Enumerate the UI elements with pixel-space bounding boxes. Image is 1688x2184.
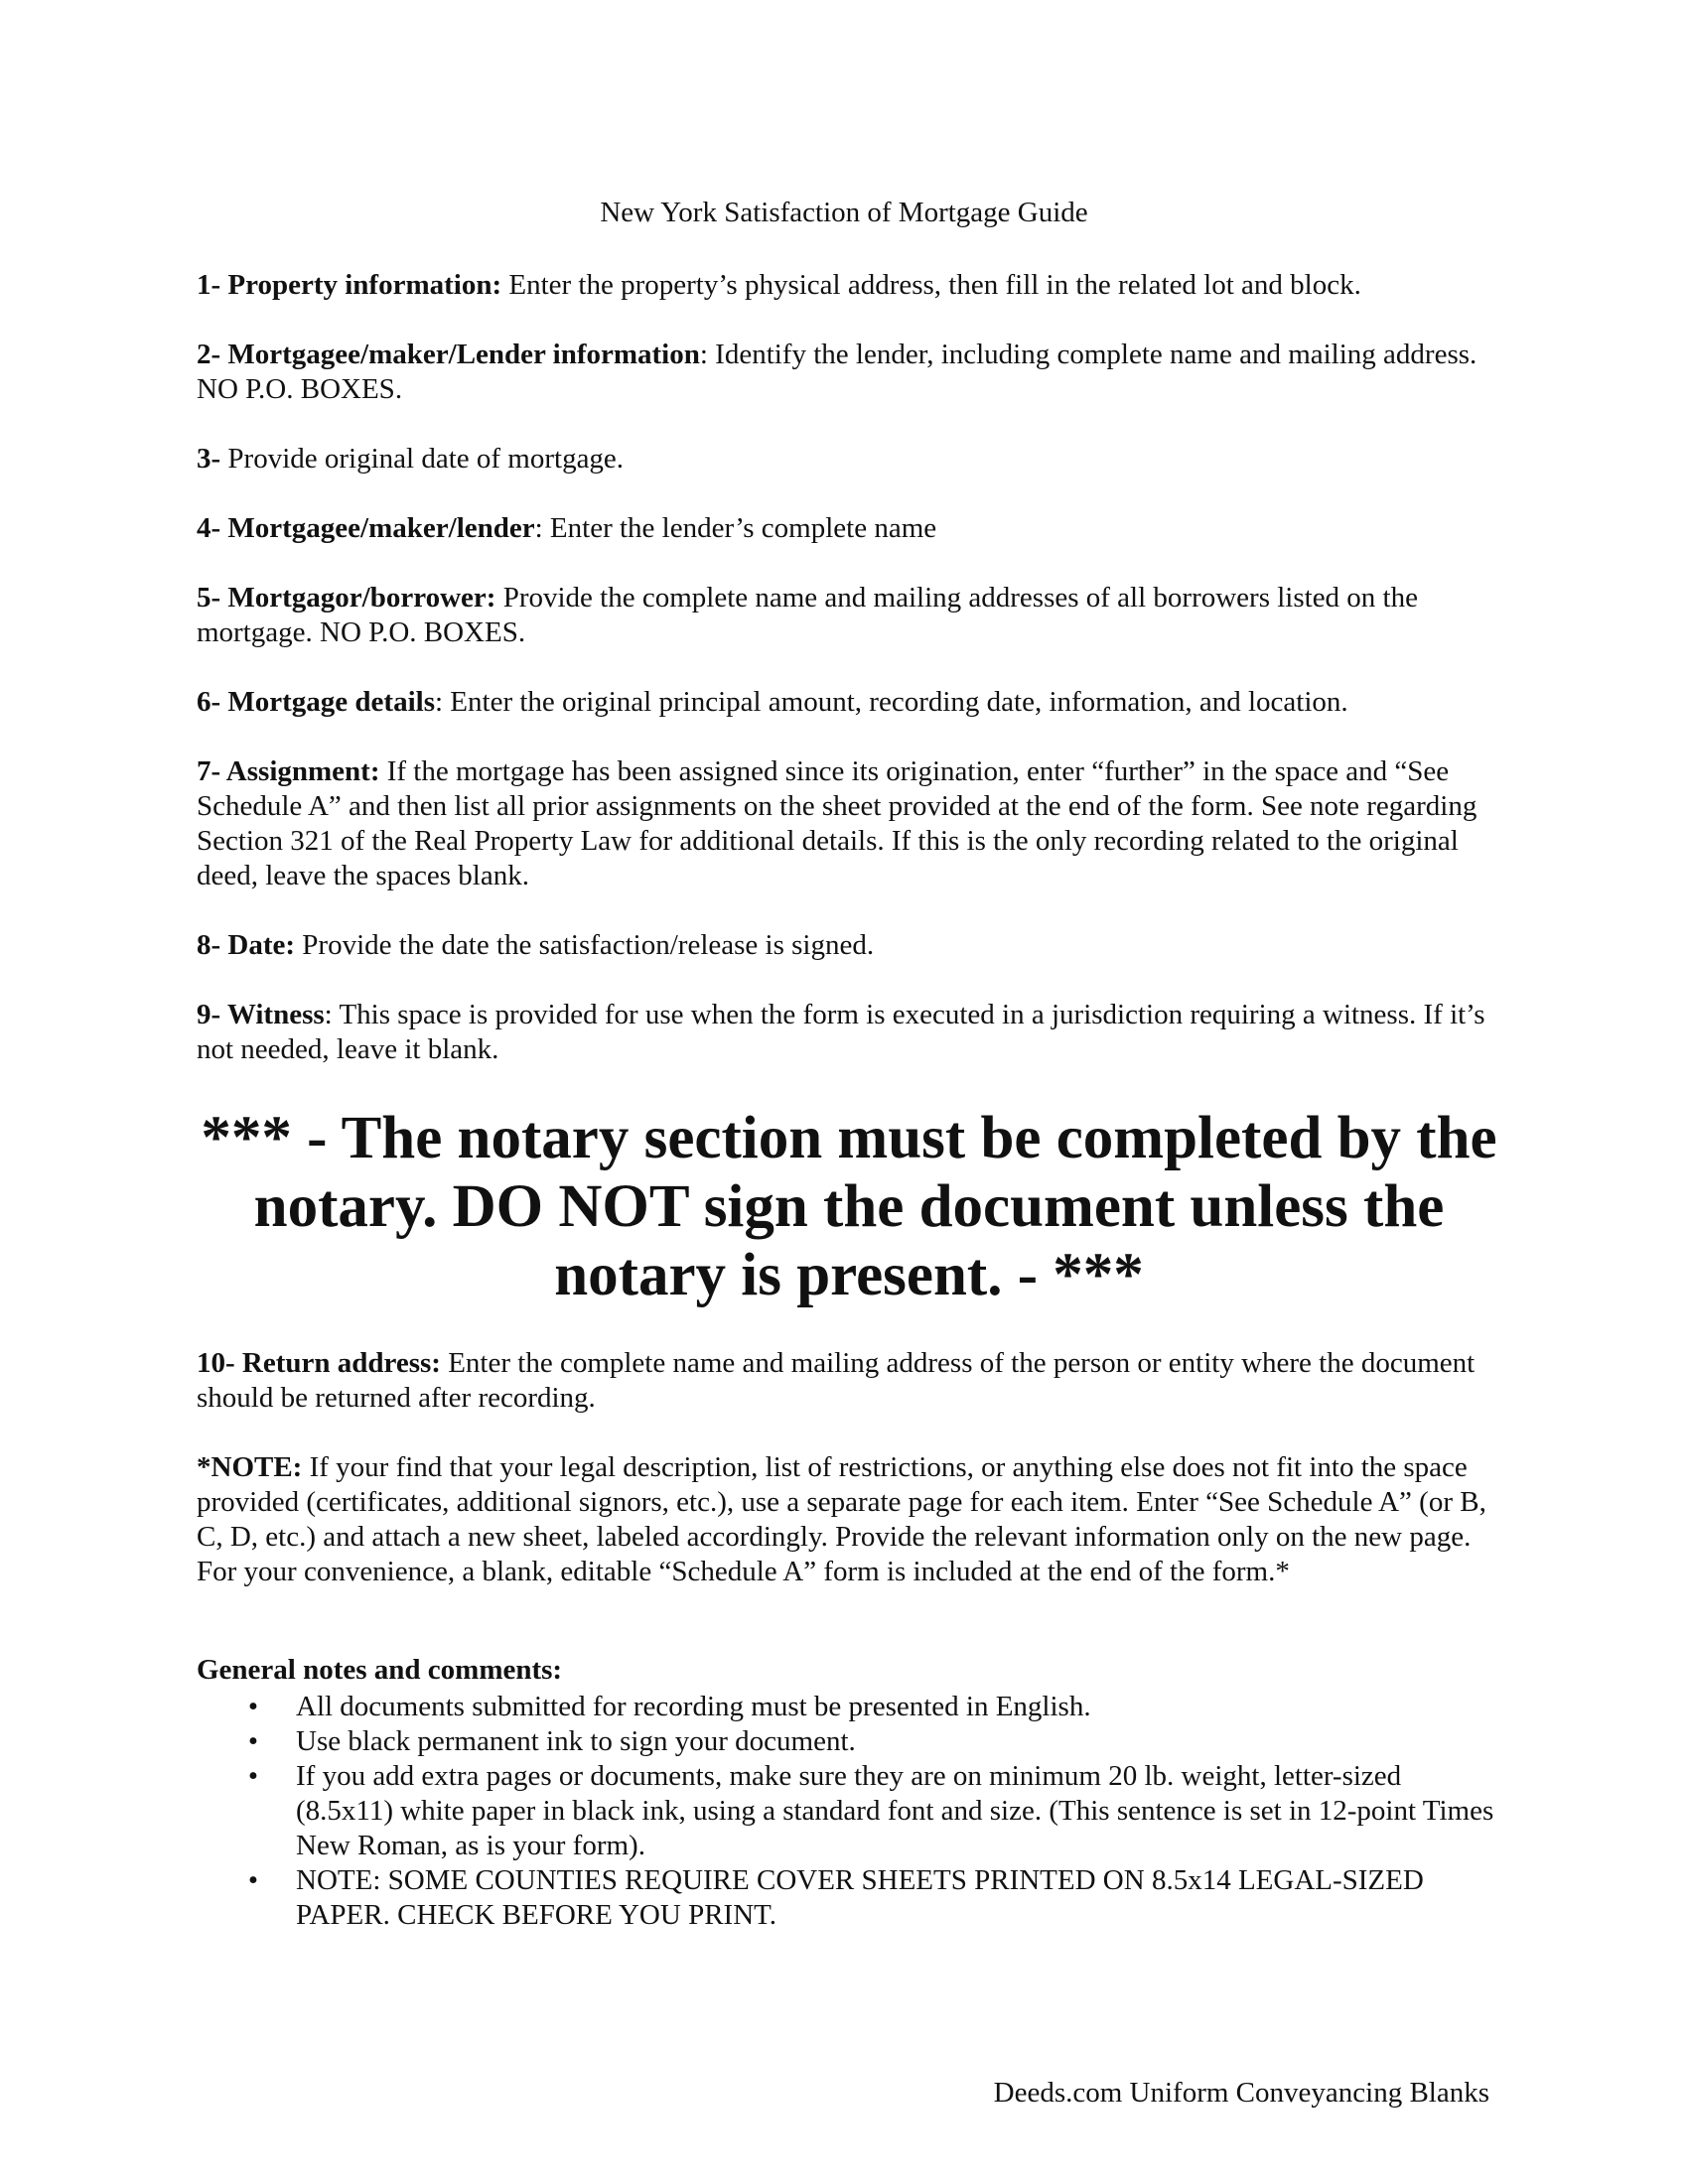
page-footer: Deeds.com Uniform Conveyancing Blanks: [993, 2077, 1489, 2109]
item-mortgagor-borrower: [197, 581, 1497, 650]
item-text: Provide original date of mortgage.: [220, 443, 625, 475]
item-label: 1- Property information:: [197, 269, 502, 301]
list-item: [197, 1759, 1497, 1863]
general-notes-list: [197, 1690, 1497, 1933]
general-notes-heading: General notes and comments:: [197, 1654, 563, 1686]
bullet-icon: •: [247, 1760, 259, 1792]
bullet-icon: •: [247, 1691, 259, 1722]
item-text: : Identify the lender, including complete name and mailing address. NO P.O. BOXES.: [197, 339, 1477, 405]
item-text: : Enter the lender’s complete name: [534, 512, 937, 544]
item-witness: [197, 998, 1497, 1067]
list-item-text: Use black permanent ink to sign your document.: [296, 1725, 856, 1757]
list-item-text: All documents submitted for recording must be presented in English.: [296, 1691, 1091, 1722]
item-label: 6- Mortgage details: [197, 686, 435, 718]
item-text: Provide the complete name and mailing addresses of all borrowers listed on the mortgage. NO P.O. BOXES.: [197, 582, 1418, 648]
schedule-note: [197, 1450, 1497, 1589]
bullet-icon: •: [247, 1725, 259, 1757]
item-text: If the mortgage has been assigned since its origination, enter “further” in the space and “See Schedule A” and then list all prior assignments on the sheet provided at the end of the form. See note regarding Section 321 of the Real Property Law for additional details. If this is the only recording related to the original deed, leave the spaces blank.: [197, 755, 1477, 891]
list-item: [197, 1724, 1497, 1759]
note-text: If your find that your legal description, list of restrictions, or anything else does not fit into the space provided (certificates, additional signors, etc.), use a separate page for each item. Enter “See Schedule A” (or B, C, D, etc.) and attach a new sheet, labeled accordingly. Provide the relevant information only on the new page. For your convenience, a blank, editable “Schedule A” form is included at the end of the form.*: [197, 1451, 1486, 1587]
item-label: 8- Date:: [197, 929, 296, 961]
item-original-date: [197, 442, 1497, 477]
item-label: 10- Return address:: [197, 1347, 441, 1379]
item-property-information: [197, 268, 1497, 303]
item-label: 4- Mortgagee/maker/lender: [197, 512, 535, 544]
list-item-text: NOTE: SOME COUNTIES REQUIRE COVER SHEETS PRINTED ON 8.5x14 LEGAL-SIZED PAPER. CHECK BEFORE YOU PRINT.: [296, 1864, 1424, 1931]
item-text: : Enter the original principal amount, recording date, information, and location.: [435, 686, 1348, 718]
item-return-address: [197, 1346, 1497, 1416]
item-label: 9- Witness: [197, 999, 325, 1030]
item-text: Provide the date the satisfaction/release is signed.: [295, 929, 875, 961]
item-text: Enter the complete name and mailing address of the person or entity where the document should be returned after recording.: [197, 1347, 1476, 1414]
item-label: 2- Mortgagee/maker/Lender information: [197, 339, 700, 370]
notary-warning: *** - The notary section must be completed by the notary. DO NOT sign the document unless the notary is present. - ***: [201, 1105, 1497, 1308]
note-label: *NOTE:: [197, 1451, 303, 1483]
item-assignment: [197, 754, 1497, 893]
item-mortgagee-information: [197, 338, 1497, 407]
item-text: : This space is provided for use when the form is executed in a jurisdiction requiring a witness. If it’s not needed, leave it blank.: [197, 999, 1485, 1065]
item-mortgage-details: [197, 685, 1497, 720]
item-label: 5- Mortgagor/borrower:: [197, 582, 496, 614]
list-item-text: If you add extra pages or documents, make sure they are on minimum 20 lb. weight, letter-sized (8.5x11) white paper in black ink, using a standard font and size. (This sentence is set in 12-point Times New Roman, as is your form).: [296, 1760, 1494, 1861]
item-label: 7- Assignment:: [197, 755, 380, 787]
bullet-icon: •: [247, 1864, 259, 1896]
item-label: 3-: [197, 443, 221, 475]
document-title: New York Satisfaction of Mortgage Guide: [600, 197, 1088, 228]
list-item: [197, 1690, 1497, 1724]
item-date: [197, 928, 1497, 963]
item-mortgagee-name: [197, 511, 1497, 546]
list-item: [197, 1863, 1497, 1933]
item-text: Enter the property’s physical address, then fill in the related lot and block.: [501, 269, 1361, 301]
